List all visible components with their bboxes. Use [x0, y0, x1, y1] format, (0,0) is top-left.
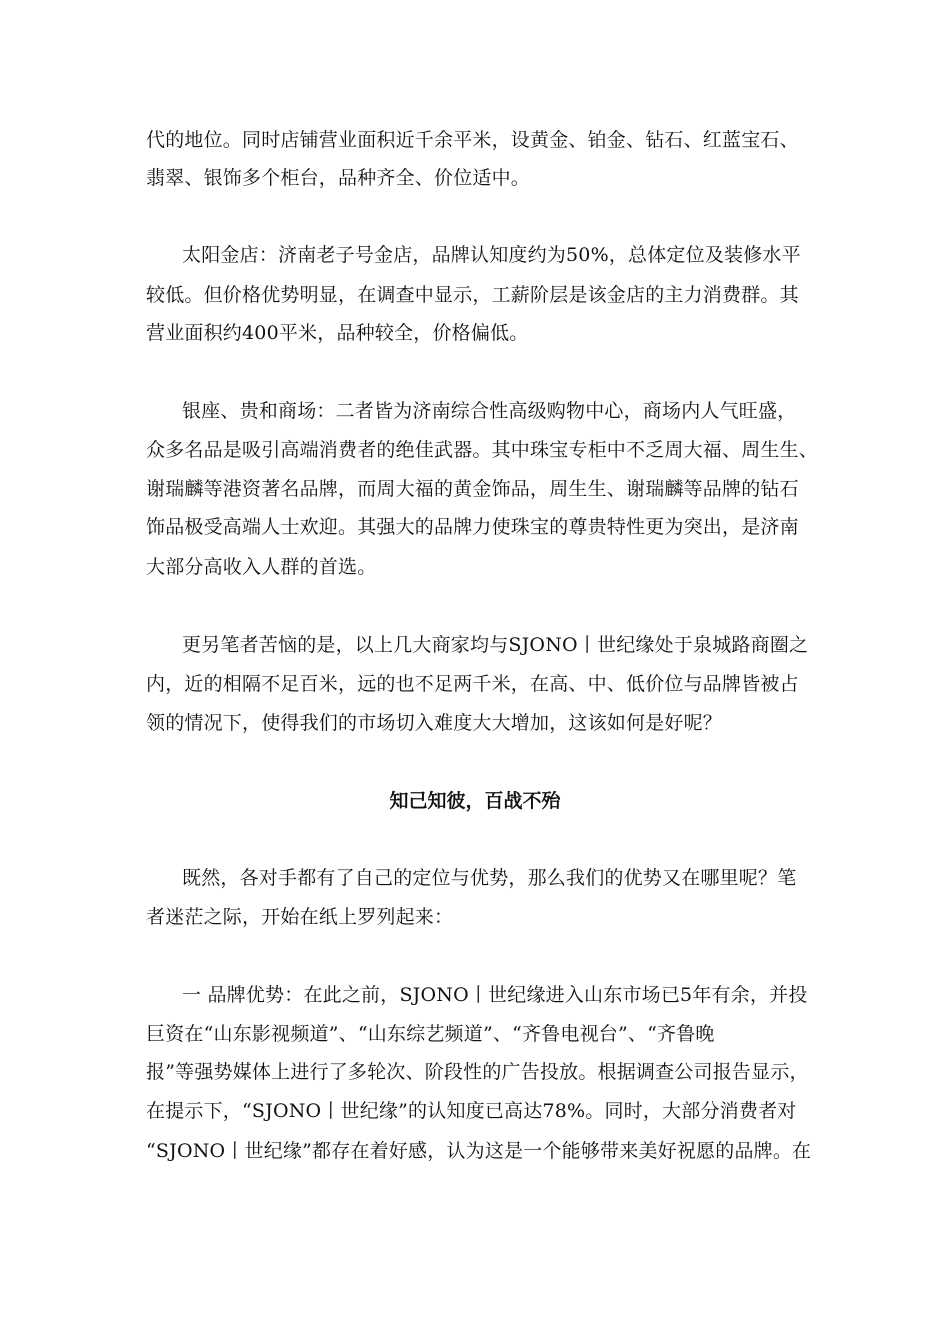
paragraph-6-line-5: “SJONO丨世纪缘”都存在着好感，认为这是一个能够带来美好祝愿的品牌。在 — [146, 1140, 812, 1162]
paragraph-3-line-2: 众多名品是吸引高端消费者的绝佳武器。其中珠宝专柜中不乏周大福、周生生、 — [146, 439, 819, 461]
paragraph-3-line-5: 大部分高收入人群的首选。 — [146, 556, 377, 578]
paragraph-6-line-1: 一 品牌优势：在此之前，SJONO丨世纪缘进入山东市场已5年有余，并投 — [182, 984, 808, 1006]
section-heading: 知己知彼，百战不殆 — [389, 790, 561, 812]
paragraph-3-line-4: 饰品极受高端人士欢迎。其强大的品牌力使珠宝的尊贵特性更为突出，是济南 — [146, 516, 799, 538]
paragraph-2-line-1: 太阳金店：济南老子号金店，品牌认知度约为50%，总体定位及装修水平 — [182, 244, 801, 266]
paragraph-4-line-2: 内，近的相隔不足百米，远的也不足两千米，在高、中、低价位与品牌皆被占 — [146, 673, 799, 695]
paragraph-2-line-3: 营业面积约400平米，品种较全，价格偏低。 — [146, 322, 529, 344]
paragraph-6-line-4: 在提示下，“SJONO丨世纪缘”的认知度已高达78%。同时，大部分消费者对 — [146, 1100, 797, 1122]
paragraph-1-line-1: 代的地位。同时店铺营业面积近千余平米，设黄金、铂金、钻石、红蓝宝石、 — [146, 129, 799, 151]
paragraph-4-line-1: 更另笔者苦恼的是，以上几大商家均与SJONO丨世纪缘处于泉城路商圈之 — [182, 634, 809, 656]
paragraph-3-line-1: 银座、贵和商场：二者皆为济南综合性高级购物中心，商场内人气旺盛， — [182, 400, 797, 422]
paragraph-6-line-2: 巨资在“山东影视频道”、“山东综艺频道”、“齐鲁电视台”、“齐鲁晚 — [146, 1023, 715, 1045]
paragraph-6-line-3: 报”等强势媒体上进行了多轮次、阶段性的广告投放。根据调查公司报告显示， — [146, 1061, 809, 1083]
paragraph-2-line-2: 较低。但价格优势明显，在调查中显示，工薪阶层是该金店的主力消费群。其 — [146, 284, 799, 306]
paragraph-4-line-3: 领的情况下，使得我们的市场切入难度大大增加，这该如何是好呢？ — [146, 712, 723, 734]
paragraph-5-line-2: 者迷茫之际，开始在纸上罗列起来： — [146, 906, 454, 928]
paragraph-1-line-2: 翡翠、银饰多个柜台，品种齐全、价位适中。 — [146, 167, 531, 189]
paragraph-3-line-3: 谢瑞麟等港资著名品牌，而周大福的黄金饰品，周生生、谢瑞麟等品牌的钻石 — [146, 478, 799, 500]
paragraph-5-line-1: 既然，各对手都有了自己的定位与优势，那么我们的优势又在哪里呢？笔 — [182, 867, 797, 889]
